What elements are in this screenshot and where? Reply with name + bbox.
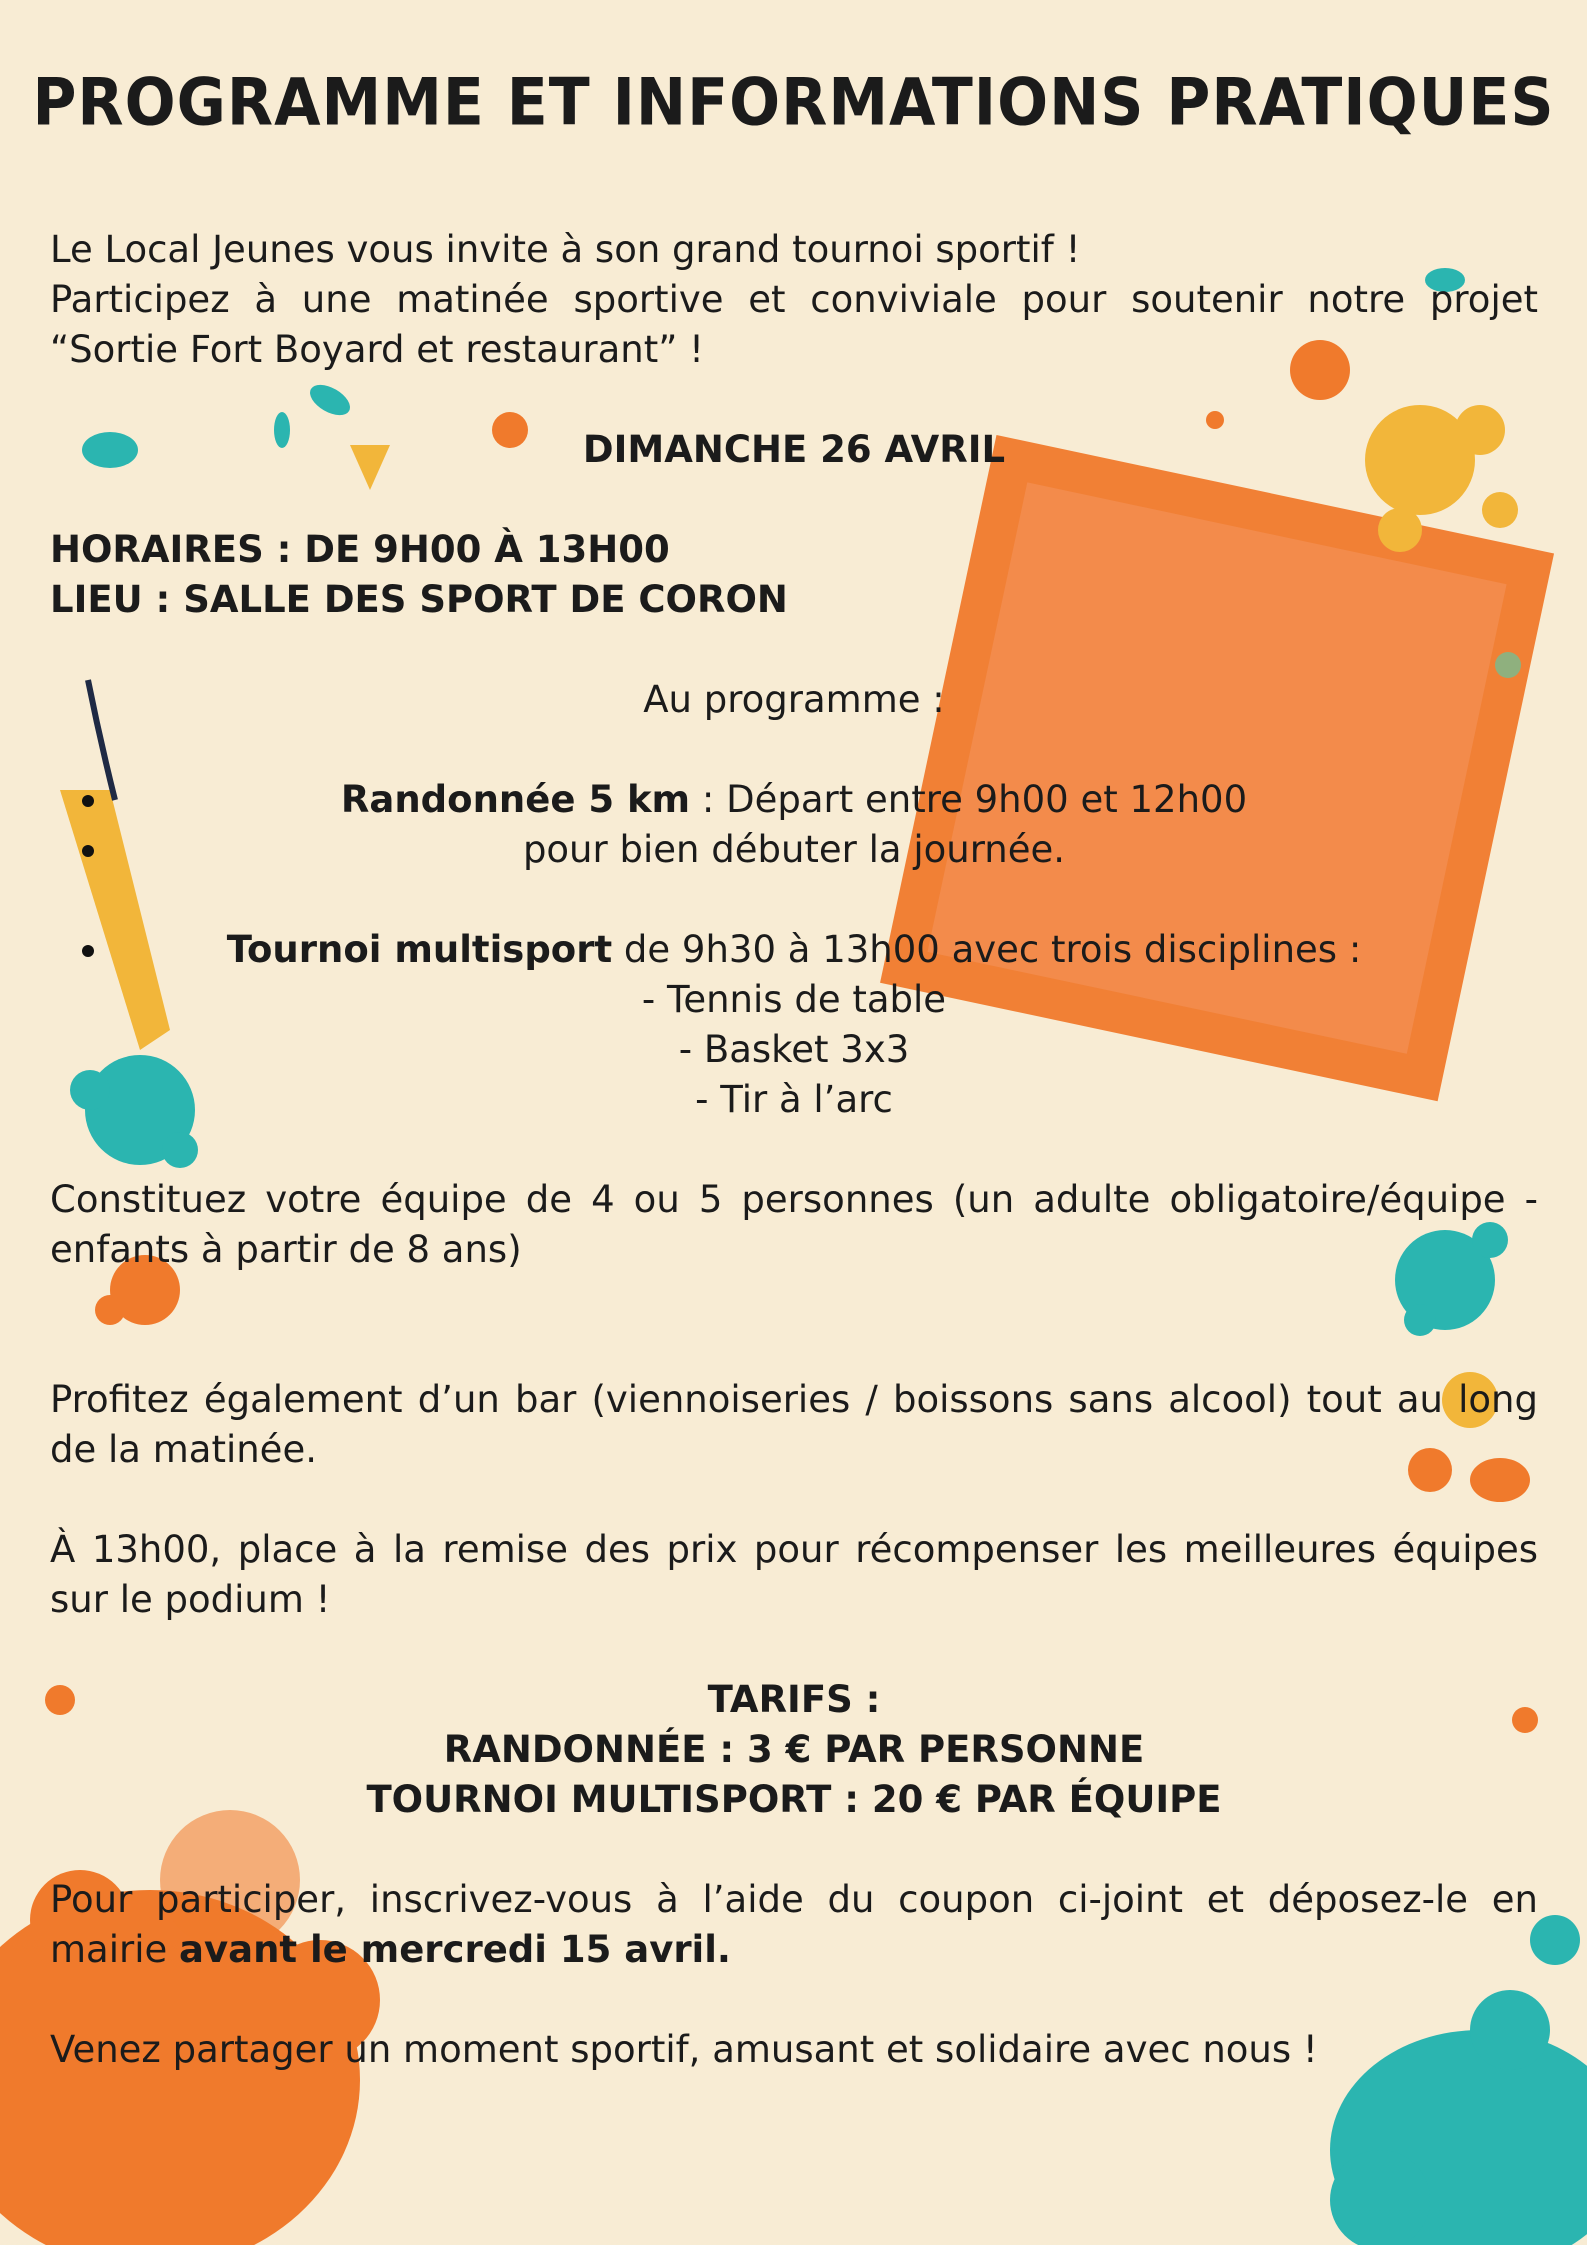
event-date: DIMANCHE 26 AVRIL	[582, 428, 1006, 471]
tarif-tournoi: TOURNOI MULTISPORT : 20 € PAR ÉQUIPE	[366, 1778, 1222, 1821]
event-hours: HORAIRES : DE 9H00 À 13H00	[50, 528, 670, 571]
discipline-item: - Tir à l’arc	[695, 1078, 893, 1121]
list-item-tournoi	[50, 925, 1538, 975]
team-paragraph: Constituez votre équipe de 4 ou 5 personnes (un adulte obligatoire/équipe - enfants à partir de 8 ans)	[50, 1178, 1538, 1271]
registration-text: Pour participer, inscrivez-vous à l’aide du coupon ci-joint et déposez-le en mairie	[50, 1878, 1538, 1971]
intro-line-2: Participez à une matinée sportive et conviviale pour soutenir notre projet “Sortie Fort Boyard et restaurant” !	[50, 278, 1538, 371]
registration-deadline: avant le mercredi 15 avril.	[179, 1928, 731, 1971]
discipline-item: - Basket 3x3	[678, 1028, 910, 1071]
tournoi-detail: de 9h30 à 13h00 avec trois disciplines :	[612, 928, 1362, 971]
list-item-randonnee	[50, 775, 1538, 825]
closing-line: Venez partager un moment sportif, amusant et solidaire avec nous !	[50, 2028, 1318, 2071]
bar-paragraph: Profitez également d’un bar (viennoiseries / boissons sans alcool) tout au long de la matinée.	[50, 1378, 1538, 1471]
tarifs-heading: TARIFS :	[707, 1678, 881, 1721]
randonnee-title: Randonnée 5 km	[340, 778, 691, 821]
randonnee-line-2: pour bien débuter la journée.	[522, 828, 1066, 871]
randonnee-detail: : Départ entre 9h00 et 12h00	[690, 778, 1248, 821]
page-title: PROGRAMME ET INFORMATIONS PRATIQUES	[32, 65, 1555, 141]
tournoi-title: Tournoi multisport	[226, 928, 613, 971]
intro-paragraph	[50, 225, 1538, 375]
registration-paragraph	[50, 1875, 1538, 1975]
programme-heading: Au programme :	[643, 678, 945, 721]
tarif-randonnee: RANDONNÉE : 3 € PAR PERSONNE	[443, 1728, 1145, 1771]
discipline-item: - Tennis de table	[641, 978, 947, 1021]
event-location: LIEU : SALLE DES SPORT DE CORON	[50, 578, 788, 621]
intro-line-1: Le Local Jeunes vous invite à son grand tournoi sportif !	[50, 228, 1081, 271]
awards-paragraph: À 13h00, place à la remise des prix pour récompenser les meilleures équipes sur le podium !	[50, 1528, 1538, 1621]
